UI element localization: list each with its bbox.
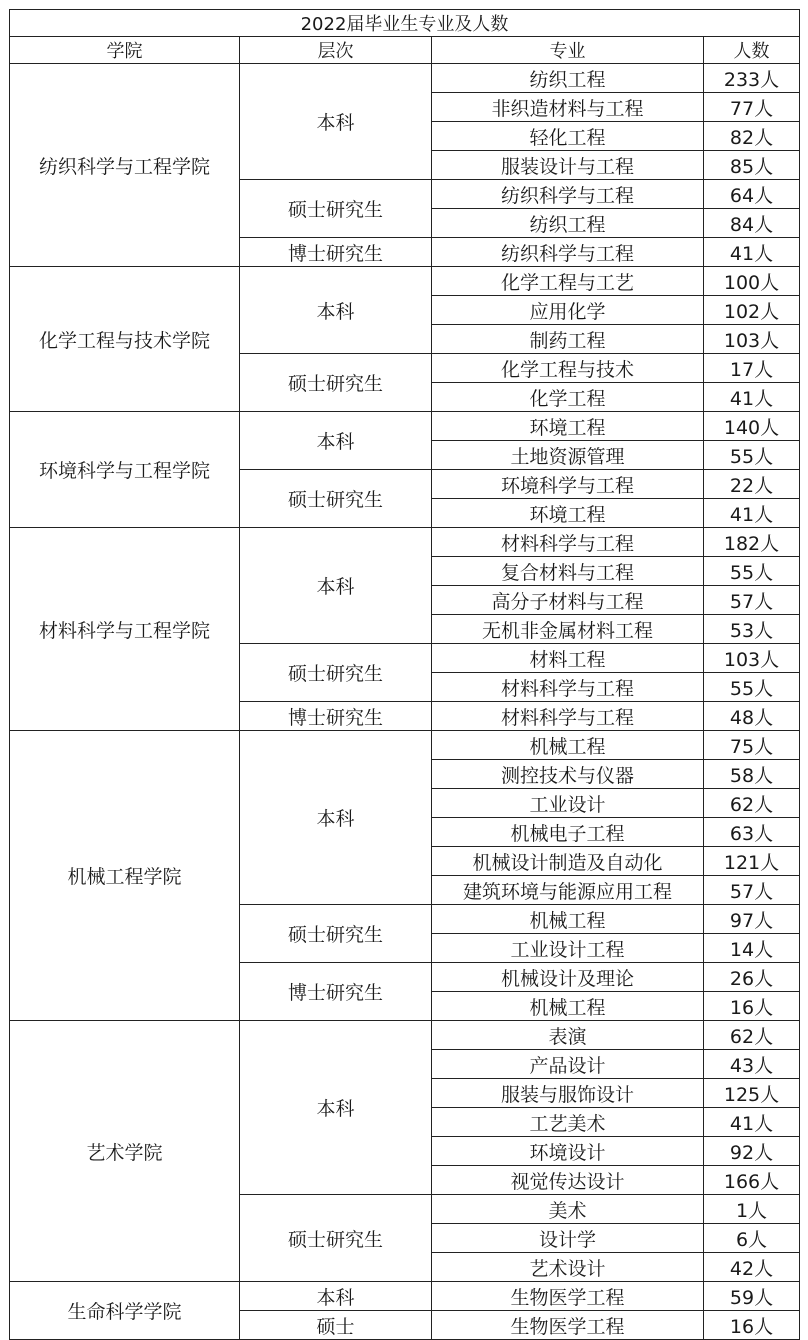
level-cell: 本科 xyxy=(240,1282,432,1311)
count-cell: 16人 xyxy=(704,992,800,1021)
level-cell: 本科 xyxy=(240,64,432,180)
header-major: 专业 xyxy=(432,37,704,64)
count-cell: 121人 xyxy=(704,847,800,876)
major-cell: 产品设计 xyxy=(432,1050,704,1079)
major-cell: 工业设计工程 xyxy=(432,934,704,963)
major-cell: 材料科学与工程 xyxy=(432,702,704,731)
header-level: 层次 xyxy=(240,37,432,64)
level-cell: 博士研究生 xyxy=(240,238,432,267)
table-body xyxy=(10,64,800,1340)
major-cell: 纺织科学与工程 xyxy=(432,180,704,209)
major-cell: 化学工程与工艺 xyxy=(432,267,704,296)
major-cell: 环境科学与工程 xyxy=(432,470,704,499)
level-cell: 硕士研究生 xyxy=(240,354,432,412)
major-cell: 环境设计 xyxy=(432,1137,704,1166)
count-cell: 64人 xyxy=(704,180,800,209)
count-cell: 140人 xyxy=(704,412,800,441)
level-cell: 硕士研究生 xyxy=(240,644,432,702)
major-cell: 机械工程 xyxy=(432,905,704,934)
count-cell: 84人 xyxy=(704,209,800,238)
major-cell: 无机非金属材料工程 xyxy=(432,615,704,644)
count-cell: 57人 xyxy=(704,876,800,905)
count-cell: 55人 xyxy=(704,557,800,586)
major-cell: 应用化学 xyxy=(432,296,704,325)
college-cell: 艺术学院 xyxy=(10,1021,240,1282)
major-cell: 轻化工程 xyxy=(432,122,704,151)
count-cell: 59人 xyxy=(704,1282,800,1311)
count-cell: 63人 xyxy=(704,818,800,847)
table-row xyxy=(10,412,800,441)
major-cell: 机械电子工程 xyxy=(432,818,704,847)
count-cell: 62人 xyxy=(704,1021,800,1050)
major-cell: 纺织工程 xyxy=(432,64,704,93)
level-cell: 博士研究生 xyxy=(240,702,432,731)
major-cell: 环境工程 xyxy=(432,499,704,528)
college-cell: 环境科学与工程学院 xyxy=(10,412,240,528)
level-cell: 本科 xyxy=(240,1021,432,1195)
major-cell: 视觉传达设计 xyxy=(432,1166,704,1195)
count-cell: 85人 xyxy=(704,151,800,180)
table-title: 2022届毕业生专业及人数 xyxy=(10,10,800,37)
count-cell: 41人 xyxy=(704,499,800,528)
count-cell: 103人 xyxy=(704,325,800,354)
count-cell: 41人 xyxy=(704,1108,800,1137)
count-cell: 43人 xyxy=(704,1050,800,1079)
college-cell: 化学工程与技术学院 xyxy=(10,267,240,412)
count-cell: 17人 xyxy=(704,354,800,383)
major-cell: 工业设计 xyxy=(432,789,704,818)
table-row xyxy=(10,267,800,296)
major-cell: 环境工程 xyxy=(432,412,704,441)
table-row xyxy=(10,64,800,93)
level-cell: 硕士研究生 xyxy=(240,180,432,238)
major-cell: 美术 xyxy=(432,1195,704,1224)
header-row xyxy=(10,37,800,64)
table-row xyxy=(10,1021,800,1050)
level-cell: 本科 xyxy=(240,412,432,470)
college-cell: 材料科学与工程学院 xyxy=(10,528,240,731)
major-cell: 高分子材料与工程 xyxy=(432,586,704,615)
major-cell: 工艺美术 xyxy=(432,1108,704,1137)
major-cell: 纺织科学与工程 xyxy=(432,238,704,267)
major-cell: 服装设计与工程 xyxy=(432,151,704,180)
major-cell: 测控技术与仪器 xyxy=(432,760,704,789)
table-row xyxy=(10,731,800,760)
major-cell: 生物医学工程 xyxy=(432,1282,704,1311)
count-cell: 42人 xyxy=(704,1253,800,1282)
count-cell: 48人 xyxy=(704,702,800,731)
count-cell: 97人 xyxy=(704,905,800,934)
count-cell: 55人 xyxy=(704,441,800,470)
count-cell: 233人 xyxy=(704,64,800,93)
count-cell: 26人 xyxy=(704,963,800,992)
college-cell: 机械工程学院 xyxy=(10,731,240,1021)
count-cell: 82人 xyxy=(704,122,800,151)
count-cell: 6人 xyxy=(704,1224,800,1253)
count-cell: 41人 xyxy=(704,383,800,412)
major-cell: 建筑环境与能源应用工程 xyxy=(432,876,704,905)
major-cell: 制药工程 xyxy=(432,325,704,354)
major-cell: 生物医学工程 xyxy=(432,1311,704,1340)
count-cell: 22人 xyxy=(704,470,800,499)
major-cell: 设计学 xyxy=(432,1224,704,1253)
major-cell: 机械工程 xyxy=(432,731,704,760)
major-cell: 机械工程 xyxy=(432,992,704,1021)
count-cell: 166人 xyxy=(704,1166,800,1195)
count-cell: 41人 xyxy=(704,238,800,267)
count-cell: 75人 xyxy=(704,731,800,760)
count-cell: 100人 xyxy=(704,267,800,296)
major-cell: 化学工程 xyxy=(432,383,704,412)
level-cell: 博士研究生 xyxy=(240,963,432,1021)
table-row xyxy=(10,1282,800,1311)
count-cell: 182人 xyxy=(704,528,800,557)
level-cell: 硕士研究生 xyxy=(240,1195,432,1282)
major-cell: 服装与服饰设计 xyxy=(432,1079,704,1108)
level-cell: 本科 xyxy=(240,267,432,354)
level-cell: 本科 xyxy=(240,528,432,644)
college-cell: 生命科学学院 xyxy=(10,1282,240,1340)
level-cell: 硕士研究生 xyxy=(240,905,432,963)
major-cell: 材料科学与工程 xyxy=(432,528,704,557)
level-cell: 硕士研究生 xyxy=(240,470,432,528)
level-cell: 本科 xyxy=(240,731,432,905)
level-cell: 硕士 xyxy=(240,1311,432,1340)
college-cell: 纺织科学与工程学院 xyxy=(10,64,240,267)
major-cell: 表演 xyxy=(432,1021,704,1050)
count-cell: 57人 xyxy=(704,586,800,615)
table-row xyxy=(10,528,800,557)
count-cell: 16人 xyxy=(704,1311,800,1340)
count-cell: 53人 xyxy=(704,615,800,644)
major-cell: 材料科学与工程 xyxy=(432,673,704,702)
count-cell: 77人 xyxy=(704,93,800,122)
major-cell: 机械设计及理论 xyxy=(432,963,704,992)
graduates-table xyxy=(9,9,800,1340)
count-cell: 58人 xyxy=(704,760,800,789)
count-cell: 14人 xyxy=(704,934,800,963)
header-count: 人数 xyxy=(704,37,800,64)
major-cell: 材料工程 xyxy=(432,644,704,673)
count-cell: 102人 xyxy=(704,296,800,325)
major-cell: 纺织工程 xyxy=(432,209,704,238)
count-cell: 55人 xyxy=(704,673,800,702)
major-cell: 机械设计制造及自动化 xyxy=(432,847,704,876)
major-cell: 艺术设计 xyxy=(432,1253,704,1282)
major-cell: 复合材料与工程 xyxy=(432,557,704,586)
count-cell: 125人 xyxy=(704,1079,800,1108)
count-cell: 62人 xyxy=(704,789,800,818)
count-cell: 1人 xyxy=(704,1195,800,1224)
header-college: 学院 xyxy=(10,37,240,64)
major-cell: 土地资源管理 xyxy=(432,441,704,470)
major-cell: 化学工程与技术 xyxy=(432,354,704,383)
major-cell: 非织造材料与工程 xyxy=(432,93,704,122)
count-cell: 103人 xyxy=(704,644,800,673)
count-cell: 92人 xyxy=(704,1137,800,1166)
